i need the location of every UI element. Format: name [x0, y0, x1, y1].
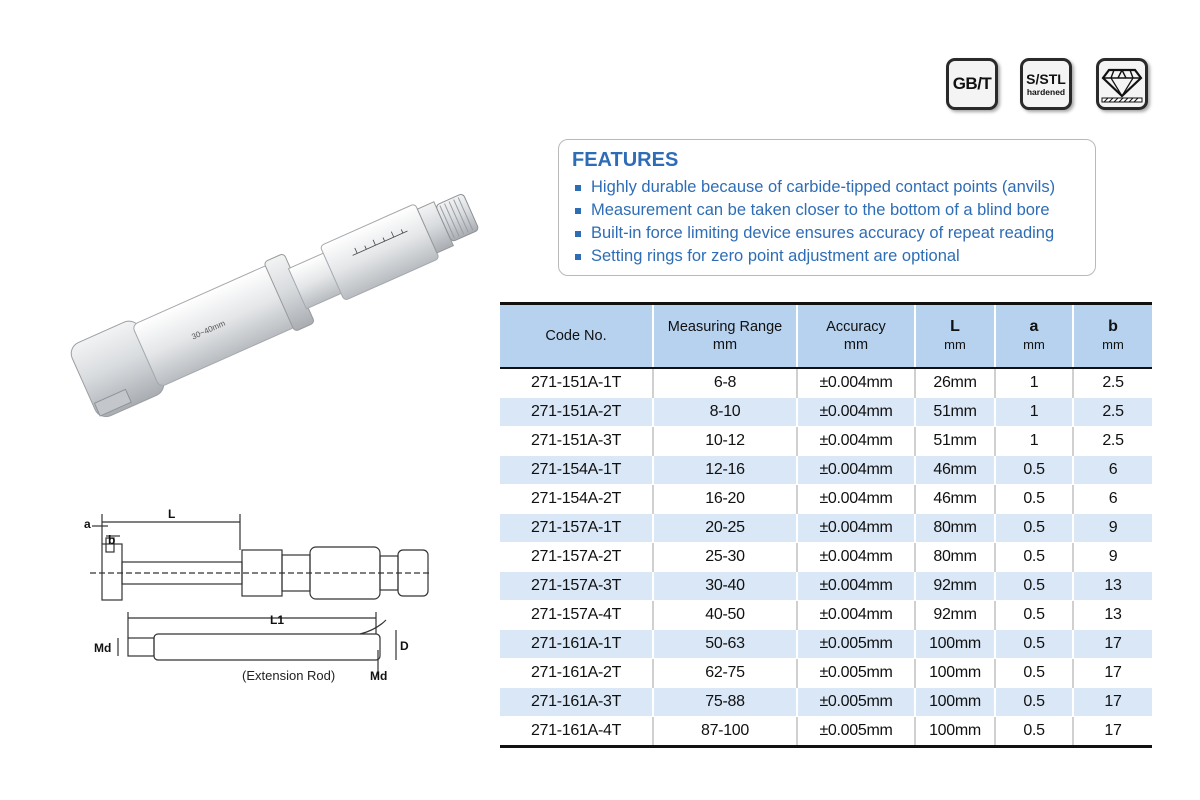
table-cell: 80mm: [915, 514, 995, 543]
features-panel: [558, 139, 1096, 276]
table-cell: 0.5: [995, 456, 1073, 485]
features-title: FEATURES: [572, 149, 679, 171]
table-cell: 51mm: [915, 427, 995, 456]
header-a: a mm: [995, 304, 1073, 369]
dim-label-L1: L1: [270, 613, 285, 627]
bullet-icon: [575, 208, 581, 214]
table-row: [500, 717, 1152, 747]
table-cell: 40-50: [653, 601, 797, 630]
extension-rod-caption: (Extension Rod): [242, 668, 336, 683]
table-cell: 271-161A-4T: [500, 717, 653, 747]
gbt-standard-badge: [946, 58, 998, 110]
table-row: [500, 456, 1152, 485]
table-cell: ±0.004mm: [797, 398, 915, 427]
table-cell: 0.5: [995, 485, 1073, 514]
table-cell: 100mm: [915, 688, 995, 717]
table-cell: 0.5: [995, 717, 1073, 747]
table-cell: ±0.005mm: [797, 630, 915, 659]
table-row: [500, 485, 1152, 514]
table-cell: 13: [1073, 572, 1152, 601]
carbide-diamond-badge: [1096, 58, 1148, 110]
table-cell: 271-154A-1T: [500, 456, 653, 485]
table-cell: 16-20: [653, 485, 797, 514]
table-cell: 2.5: [1073, 368, 1152, 398]
table-cell: ±0.004mm: [797, 514, 915, 543]
dim-label-L: L: [168, 507, 176, 521]
sstl-badge-sub: hardened: [1026, 86, 1066, 97]
feature-item: [575, 199, 1055, 222]
diamond-icon: [1101, 64, 1143, 104]
table-cell: 100mm: [915, 630, 995, 659]
table-cell: 80mm: [915, 543, 995, 572]
table-row: [500, 543, 1152, 572]
feature-text: Built-in force limiting device ensures accuracy of repeat reading: [591, 224, 1055, 242]
feature-item: [575, 176, 1055, 199]
features-list: [575, 176, 1055, 268]
table-cell: 0.5: [995, 630, 1073, 659]
table-cell: 6: [1073, 485, 1152, 514]
table-cell: 12-16: [653, 456, 797, 485]
table-cell: 92mm: [915, 572, 995, 601]
table-cell: 271-157A-2T: [500, 543, 653, 572]
table-cell: 17: [1073, 688, 1152, 717]
table-cell: 17: [1073, 630, 1152, 659]
feature-text: Setting rings for zero point adjustment are optional: [591, 247, 960, 265]
table-cell: 92mm: [915, 601, 995, 630]
table-cell: 6: [1073, 456, 1152, 485]
feature-text: Measurement can be taken closer to the bottom of a blind bore: [591, 201, 1050, 219]
table-cell: 271-157A-3T: [500, 572, 653, 601]
table-cell: ±0.005mm: [797, 717, 915, 747]
table-cell: 75-88: [653, 688, 797, 717]
dim-label-Md: Md: [94, 641, 112, 655]
table-cell: 100mm: [915, 717, 995, 747]
table-cell: 0.5: [995, 572, 1073, 601]
table-cell: 271-157A-1T: [500, 514, 653, 543]
table-cell: 51mm: [915, 398, 995, 427]
table-cell: 100mm: [915, 659, 995, 688]
table-row: [500, 572, 1152, 601]
range-marking-text: 30~40mm: [190, 318, 227, 342]
table-cell: 1: [995, 398, 1073, 427]
table-cell: 9: [1073, 514, 1152, 543]
table-cell: 271-151A-1T: [500, 368, 653, 398]
table-cell: 25-30: [653, 543, 797, 572]
header-L: L mm: [915, 304, 995, 369]
table-row: [500, 630, 1152, 659]
stainless-steel-badge: [1020, 58, 1072, 110]
table-cell: 17: [1073, 717, 1152, 747]
table-cell: 46mm: [915, 456, 995, 485]
table-header-row: [500, 304, 1152, 369]
dim-label-a: a: [84, 517, 91, 531]
table-cell: 271-151A-2T: [500, 398, 653, 427]
table-cell: ±0.004mm: [797, 368, 915, 398]
bullet-icon: [575, 185, 581, 191]
bullet-icon: [575, 231, 581, 237]
feature-item: [575, 222, 1055, 245]
micrometer-product-image: [40, 140, 510, 440]
table-cell: 87-100: [653, 717, 797, 747]
table-row: [500, 398, 1152, 427]
table-cell: 20-25: [653, 514, 797, 543]
table-row: [500, 514, 1152, 543]
sstl-badge-label: S/STL: [1026, 70, 1066, 87]
table-cell: 0.5: [995, 601, 1073, 630]
table-cell: 271-161A-3T: [500, 688, 653, 717]
header-measuring-range: Measuring Range mm: [653, 304, 797, 369]
table-cell: ±0.004mm: [797, 572, 915, 601]
table-cell: 271-161A-2T: [500, 659, 653, 688]
table-cell: 30-40: [653, 572, 797, 601]
table-row: [500, 688, 1152, 717]
table-row: [500, 368, 1152, 398]
table-cell: ±0.004mm: [797, 543, 915, 572]
gbt-badge-label: GB/T: [952, 74, 992, 93]
table-cell: 1: [995, 427, 1073, 456]
table-cell: 0.5: [995, 514, 1073, 543]
feature-text: Highly durable because of carbide-tipped contact points (anvils): [591, 178, 1056, 196]
table-cell: ±0.004mm: [797, 601, 915, 630]
table-cell: 0.5: [995, 543, 1073, 572]
feature-item: [575, 245, 1055, 268]
table-cell: 13: [1073, 601, 1152, 630]
table-cell: 17: [1073, 659, 1152, 688]
dim-label-b: b: [108, 533, 116, 547]
dim-label-D: D: [400, 639, 409, 653]
bullet-icon: [575, 254, 581, 260]
specification-table: [500, 302, 1152, 748]
table-cell: 2.5: [1073, 398, 1152, 427]
table-cell: 2.5: [1073, 427, 1152, 456]
table-cell: ±0.005mm: [797, 688, 915, 717]
table-cell: 26mm: [915, 368, 995, 398]
table-cell: 271-157A-4T: [500, 601, 653, 630]
table-row: [500, 601, 1152, 630]
table-cell: 0.5: [995, 688, 1073, 717]
table-cell: 271-151A-3T: [500, 427, 653, 456]
table-cell: ±0.004mm: [797, 427, 915, 456]
table-cell: 9: [1073, 543, 1152, 572]
table-cell: 0.5: [995, 659, 1073, 688]
table-cell: 271-161A-1T: [500, 630, 653, 659]
table-row: [500, 427, 1152, 456]
table-cell: 46mm: [915, 485, 995, 514]
table-cell: 271-154A-2T: [500, 485, 653, 514]
table-cell: ±0.004mm: [797, 456, 915, 485]
table-cell: 50-63: [653, 630, 797, 659]
dim-label-Md-2: Md: [370, 669, 388, 683]
table-cell: 10-12: [653, 427, 797, 456]
table-cell: ±0.004mm: [797, 485, 915, 514]
header-code-no: Code No.: [500, 304, 653, 369]
table-cell: ±0.005mm: [797, 659, 915, 688]
header-accuracy: Accuracy mm: [797, 304, 915, 369]
table-cell: 62-75: [653, 659, 797, 688]
table-row: [500, 659, 1152, 688]
table-cell: 1: [995, 368, 1073, 398]
certification-badges: [946, 58, 1156, 116]
table-cell: 6-8: [653, 368, 797, 398]
table-cell: 8-10: [653, 398, 797, 427]
header-b: b mm: [1073, 304, 1152, 369]
